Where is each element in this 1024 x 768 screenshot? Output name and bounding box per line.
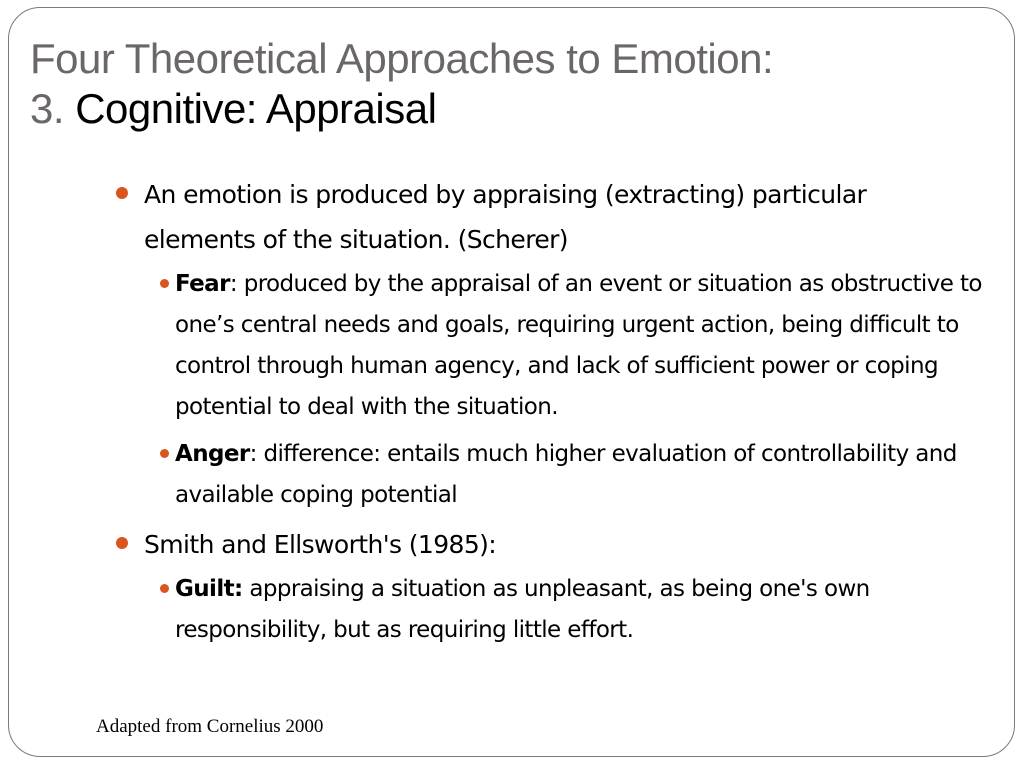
- bullet-dot-icon: [116, 537, 128, 549]
- sub-bullet-list: [120, 264, 982, 516]
- bullet-text: Smith and Ellsworth's (1985):: [144, 530, 497, 559]
- bullet-text: An emotion is produced by appraising (extracting) particular elements of the situation. (Scherer): [144, 180, 867, 254]
- sub-bullet-text: : produced by the appraisal of an event or situation as obstructive to one’s central needs and goals, requiring urgent action, being difficult to control through human agency, and lack of sufficient power or coping potential to deal with the situation.: [175, 271, 982, 420]
- sub-bullet-dot-icon: [160, 584, 169, 593]
- title-line-2: [30, 84, 990, 134]
- title-emphasis: Cognitive: Appraisal: [75, 85, 437, 132]
- sub-bullet-text: : difference: entails much higher evaluation of controllability and available coping potential: [175, 441, 957, 508]
- sub-bullet-list: [120, 569, 970, 651]
- source-footnote: Adapted from Cornelius 2000: [96, 716, 324, 737]
- term-guilt: Guilt:: [175, 576, 243, 602]
- bullet-dot-icon: [116, 187, 128, 199]
- title-number: 3.: [30, 85, 65, 132]
- sub-bullet-item: [120, 569, 985, 651]
- term-anger: Anger: [175, 441, 250, 467]
- sub-bullet-item: [120, 264, 985, 428]
- bullet-item: [110, 522, 970, 567]
- sub-bullet-item: [120, 434, 985, 516]
- slide-title: [30, 34, 990, 134]
- bullet-item: [110, 172, 970, 262]
- term-fear: Fear: [175, 271, 230, 297]
- bullet-list: [110, 172, 982, 657]
- sub-bullet-text: appraising a situation as unpleasant, as being one's own responsibility, but as requiring little effort.: [175, 576, 870, 643]
- sub-bullet-dot-icon: [160, 279, 169, 288]
- sub-bullet-dot-icon: [160, 449, 169, 458]
- title-line-1: Four Theoretical Approaches to Emotion:: [30, 35, 774, 82]
